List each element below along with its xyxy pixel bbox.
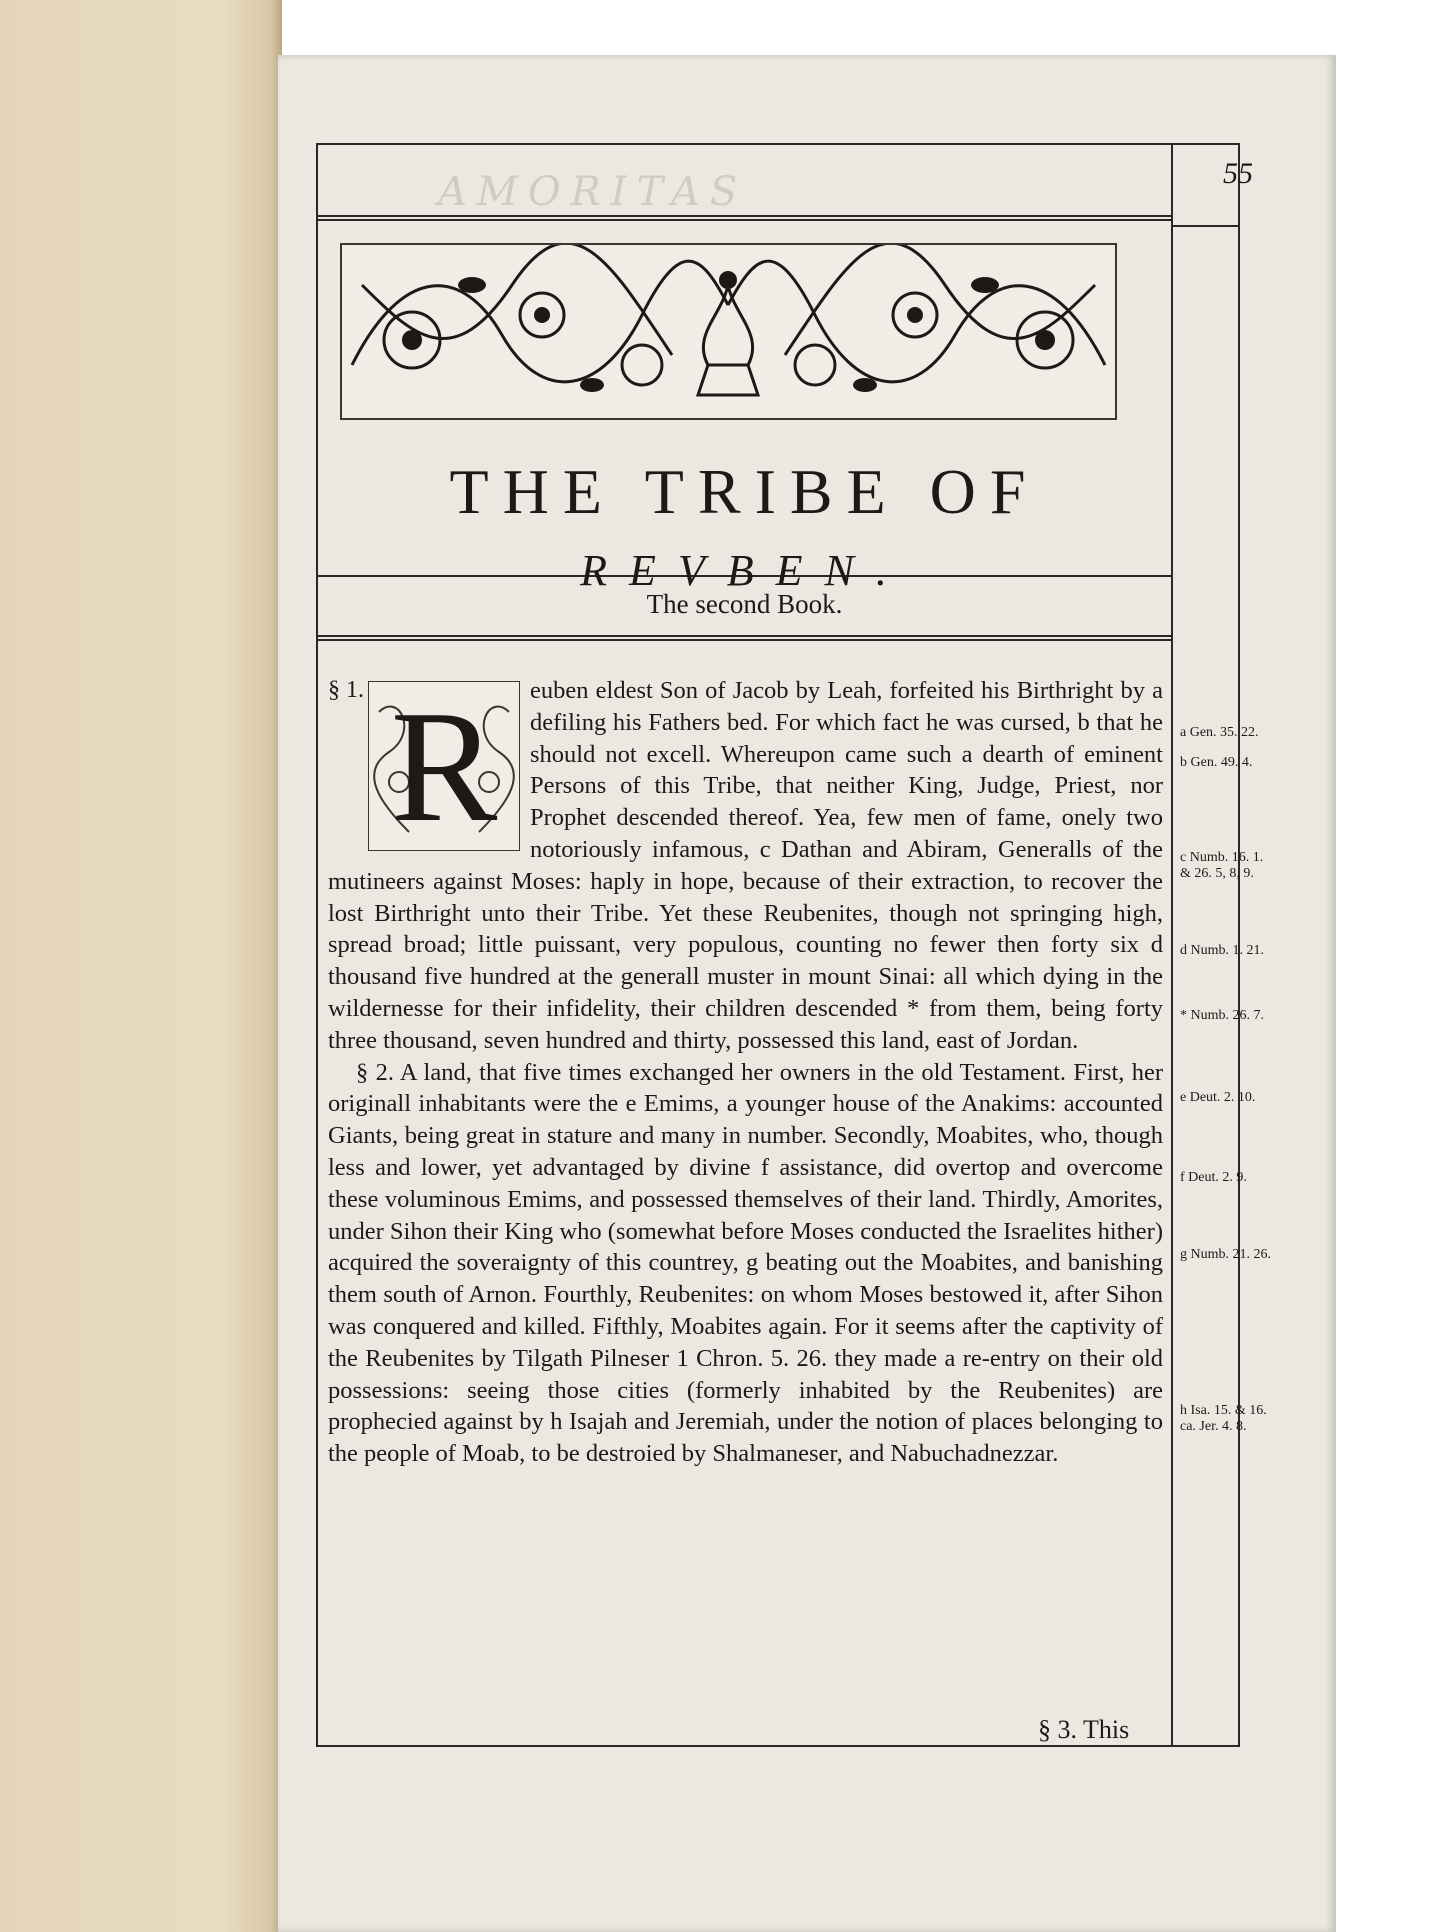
margin-note: f Deut. 2. 9. (1180, 1170, 1247, 1185)
margin-head-rule (1171, 225, 1238, 227)
facing-page (0, 0, 282, 1932)
body-text (328, 675, 1163, 1470)
margin-note: h Isa. 15. & 16. ca. Jer. 4. 8. (1180, 1403, 1267, 1434)
running-head-showthrough: AMORITAS (438, 169, 748, 215)
head-rule (318, 215, 1171, 217)
margin-note: c Numb. 16. 1. & 26. 5, 8, 9. (1180, 850, 1264, 881)
margin-note: e Deut. 2. 10. (1180, 1090, 1256, 1105)
margin-note: b Gen. 49. 4. (1180, 755, 1253, 770)
title-rule-bottom (318, 635, 1171, 637)
tribe-name: REVBEN. (580, 546, 909, 595)
margin-note: a Gen. 35. 22. (1180, 725, 1259, 740)
book-page (278, 55, 1336, 1932)
paragraph-2: § 2. A land, that five times exchanged her owners in the old Testament. First, her originall inhabitants were the e Emims, a younger house of the Anakims: accounted Giants, being great in stature and many in number. Secondly, Moabites, who, though less and lower, yet advantaged by divine f assistance, did overtop and overcome these voluminous Emims, and possessed themselves of their land. Thirdly, Amorites, under Sihon their King who (somewhat before Moses conducted the Israelites hither) acquired the soveraignty of this countrey, g beating out the Moabites, and banishing them south of Arnon. Fourthly, Reubenites: on whom Moses bestowed it, after Sihon was conquered and killed. Fifthly, Moabites again. For it seems after the captivity of the Reubenites by Tilgath Pilneser 1 Chron. 5. 26. they made a re-entry on their old possessions: seeing those cities (formerly inhabited by the Reubenites) are prophecied against by h Isajah and Jeremiah, under the notion of places belonging to the people of Moab, to be destroied by Shalmaneser, and Nabuchadnezzar. (328, 1058, 1163, 1468)
page-number: 55 (1223, 157, 1253, 190)
ornamental-headpiece (340, 243, 1117, 420)
book-label: The second Book. (646, 589, 843, 619)
title-rule-bottom-2 (318, 639, 1171, 641)
margin-note: g Numb. 21. 26. (1180, 1247, 1271, 1262)
dropcap-letter: R (390, 677, 498, 855)
margin-note: * Numb. 26. 7. (1180, 1008, 1264, 1023)
margin-note: d Numb. 1. 21. (1180, 943, 1264, 958)
paragraph-1: euben eldest Son of Jacob by Leah, forfeited his Birthright by a defiling his Fathers bed. For which fact he was cursed, b that he should not excell. Whereupon came such a dearth of eminent Persons of this Tribe, that neither King, Judge, Priest, nor Prophet descended thereof. Yea, few men of fame, onely two notoriously infamous, c Dathan and Abiram, Generalls of the mutineers against Moses: haply in hope, because of their extraction, to recover the lost Birthright unto their Tribe. Yet these Reubenites, though not springing high, spread broad; little puissant, very populous, counting no fewer then forty six d thousand five hundred at the generall muster in mount Sinai: all which dying in the wildernesse for their infidelity, their children descended * from them, being forty three thousand, seven hundred and thirty, possessed this land, east of Jordan. (328, 677, 1163, 1054)
page-frame (316, 143, 1271, 1747)
margin-rule (1171, 145, 1173, 1745)
decorated-initial (368, 677, 520, 855)
catchword: § 3. This (1038, 1715, 1130, 1744)
tribe-title: THE TRIBE OF (449, 456, 1040, 527)
head-rule-2 (318, 219, 1171, 221)
section-mark: § 1. (328, 677, 364, 703)
